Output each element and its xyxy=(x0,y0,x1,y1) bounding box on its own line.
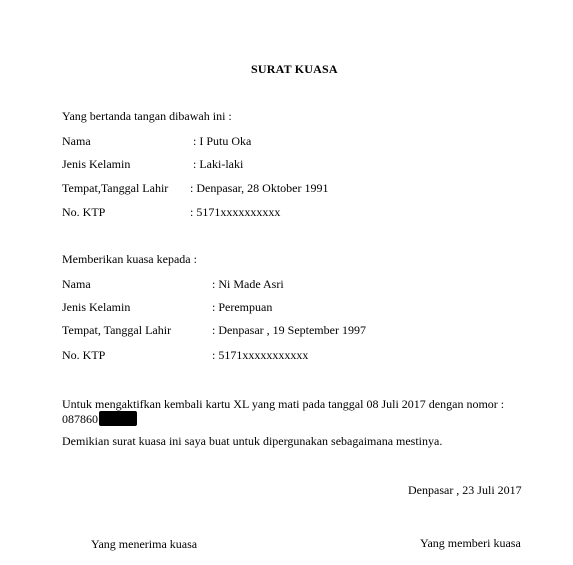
grantee-birth-label: Tempat, Tanggal Lahir xyxy=(62,323,172,337)
grantor-name-label: Nama xyxy=(62,134,91,148)
grantor-intro: Yang bertanda tangan dibawah ini : xyxy=(62,109,232,123)
signature-receiver-label: Yang menerima kuasa xyxy=(91,537,198,551)
closing-statement: Demikian surat kuasa ini saya buat untuk dipergunakan sebagaimana mestinya. xyxy=(62,434,443,448)
document-title: SURAT KUASA xyxy=(251,62,338,76)
grantee-ktp-label: No. KTP xyxy=(62,348,106,362)
grantor-ktp-value: : 5171xxxxxxxxxx xyxy=(190,205,281,219)
grantee-name-label: Nama xyxy=(62,277,91,291)
grantee-gender-value: : Perempuan xyxy=(212,300,273,314)
grantee-birth-value: : Denpasar , 19 September 1997 xyxy=(212,323,366,337)
grantor-ktp-label: No. KTP xyxy=(62,205,106,219)
phone-number-visible: 087860 xyxy=(62,412,98,426)
grantor-gender-label: Jenis Kelamin xyxy=(62,157,131,171)
grantee-name-value: : Ni Made Asri xyxy=(212,277,284,291)
phone-number-redaction xyxy=(99,411,137,426)
place-date: Denpasar , 23 Juli 2017 xyxy=(408,483,522,497)
grantor-name-value: : I Putu Oka xyxy=(193,134,252,148)
grantor-gender-value: : Laki-laki xyxy=(193,157,244,171)
signature-giver-label: Yang memberi kuasa xyxy=(420,536,521,550)
grantee-ktp-value: : 5171xxxxxxxxxxx xyxy=(212,348,309,362)
grantor-birth-label: Tempat,Tanggal Lahir xyxy=(62,181,169,195)
grantor-birth-value: : Denpasar, 28 Oktober 1991 xyxy=(190,181,329,195)
grantee-intro: Memberikan kuasa kepada : xyxy=(62,252,197,266)
purpose-text: Untuk mengaktifkan kembali kartu XL yang mati pada tanggal 08 Juli 2017 dengan nomor : xyxy=(62,397,505,411)
grantee-gender-label: Jenis Kelamin xyxy=(62,300,131,314)
